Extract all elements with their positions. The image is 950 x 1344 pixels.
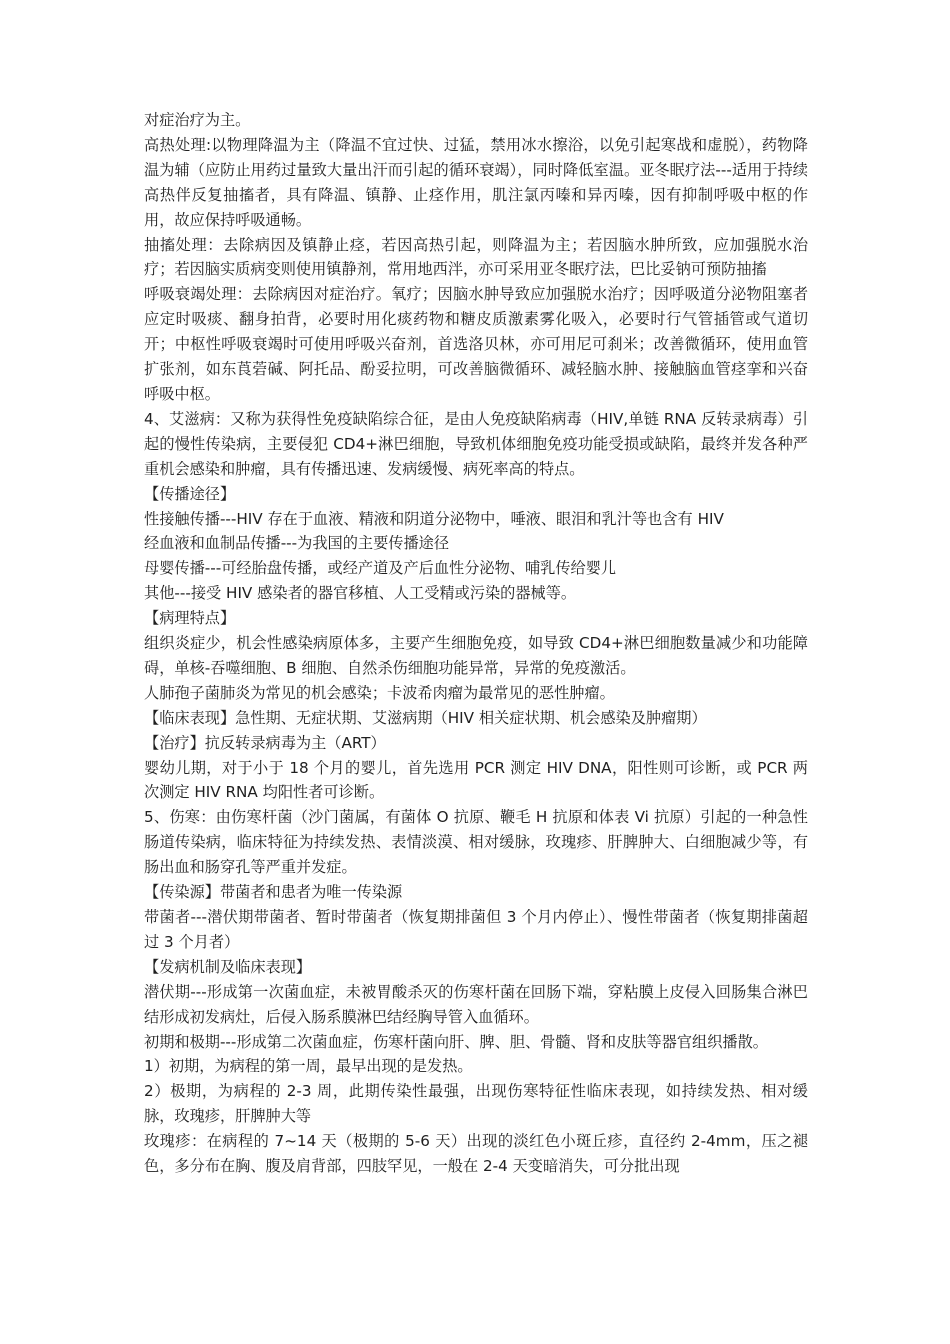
paragraph-sexual-transmission: 性接触传播---HIV 存在于血液、精液和阴道分泌物中，唾液、眼泪和乳汁等也含有 HIV <box>144 509 724 528</box>
paragraph-treatment: 【治疗】抗反转录病毒为主（ART） <box>144 733 386 752</box>
paragraph-blood-transmission: 经血液和血制品传播---为我国的主要传播途径 <box>144 534 450 553</box>
paragraph-source-of-infection: 【传染源】带菌者和患者为唯一传染源 <box>144 883 403 902</box>
paragraph-convulsion: 抽搐处理：去除病因及镇静止痉，若因高热引起，则降温为主；若因脑水肿所致，应加强脱水治疗；若因脑实质病变则使用镇静剂，常用地西泮，亦可采用亚冬眠疗法，巴比妥钠可预防抽搐 <box>144 235 808 279</box>
paragraph-respiratory-failure: 呼吸衰竭处理：去除病因对症治疗。氧疗；因脑水肿导致应加强脱水治疗；因呼吸道分泌物阻塞者应定时吸痰、翻身拍背，必要时用化痰药物和糖皮质激素雾化吸入，必要时行气管插管或气道切开；中枢性呼吸衰竭时可使用呼吸兴奋剂，首选洛贝林，亦可用尼可刹米；改善微循环，使用血管扩张剂，如东莨菪碱、阿托品、酚妥拉明，可改善脑微循环、减轻脑水肿、接触脑血管痉挛和兴奋呼吸中枢。 <box>144 285 808 403</box>
paragraph-rose-spots: 玫瑰疹：在病程的 7~14 天（极期的 5-6 天）出现的淡红色小斑丘疹，直径约 2-4mm，压之褪色，多分布在胸、腹及肩背部，四肢罕见，一般在 2-4 天变暗消失，可分批出现 <box>144 1132 808 1176</box>
paragraph-clinical-manifestation: 【临床表现】急性期、无症状期、艾滋病期（HIV 相关症状期、机会感染及肿瘤期） <box>144 708 707 727</box>
paragraph-carriers: 带菌者---潜伏期带菌者、暂时带菌者（恢复期排菌但 3 个月内停止）、慢性带菌者（恢复期排菌超过 3 个月者） <box>144 908 808 951</box>
document-page <box>144 108 808 1179</box>
paragraph-high-fever: 高热处理:以物理降温为主（降温不宜过快、过猛，禁用冰水擦浴，以免引起寒战和虚脱），药物降温为辅（应防止用药过量致大量出汗而引起的循环衰竭），同时降低室温。亚冬眠疗法---适用于持续高热伴反复抽搐者，具有降温、镇静、止痉作用，肌注氯丙嗪和异丙嗪，因有抑制呼吸中枢的作用，故应保持呼吸通畅。 <box>144 135 808 229</box>
paragraph-opportunistic-infection: 人肺孢子菌肺炎为常见的机会感染；卡波希肉瘤为最常见的恶性肿瘤。 <box>144 683 615 702</box>
paragraph-other-transmission: 其他---接受 HIV 感染者的器官移植、人工受精或污染的器械等。 <box>144 584 577 603</box>
paragraph-pathology: 组织炎症少，机会性感染病原体多，主要产生细胞免疫，如导致 CD4+淋巴细胞数量减少和功能障碍，单核-吞噬细胞、B 细胞、自然杀伤细胞功能异常，异常的免疫激活。 <box>144 634 808 677</box>
paragraph-infant-diagnosis: 婴幼儿期，对于小于 18 个月的婴儿，首先选用 PCR 测定 HIV DNA，阳性则可诊断，或 PCR 两次测定 HIV RNA 均阳性者可诊断。 <box>144 758 808 802</box>
section-heading-pathology: 【病理特点】 <box>144 609 236 628</box>
section-heading-transmission: 【传播途径】 <box>144 484 236 503</box>
paragraph-initial-peak-period: 初期和极期---形成第二次菌血症，伤寒杆菌向肝、脾、胆、骨髓、肾和皮肤等器官组织播散。 <box>144 1032 768 1051</box>
paragraph-mother-infant-transmission: 母婴传播---可经胎盘传播，或经产道及产后血性分泌物、哺乳传给婴儿 <box>144 559 617 578</box>
paragraph-aids-definition: 4、艾滋病：又称为获得性免疫缺陷综合征，是由人免疫缺陷病毒（HIV,单链 RNA 反转录病毒）引起的慢性传染病，主要侵犯 CD4+淋巴细胞，导致机体细胞免疫功能受损或缺陷，最终并发各种严重机会感染和肿瘤，具有传播迅速、发病缓慢、病死率高的特点。 <box>144 409 808 478</box>
paragraph-incubation-period: 潜伏期---形成第一次菌血症，未被胃酸杀灭的伤寒杆菌在回肠下端，穿粘膜上皮侵入回肠集合淋巴结形成初发病灶，后侵入肠系膜淋巴结经胸导管入血循环。 <box>144 982 808 1026</box>
section-heading-pathogenesis: 【发病机制及临床表现】 <box>144 957 312 976</box>
paragraph-symptomatic: 对症治疗为主。 <box>144 111 251 129</box>
paragraph-typhoid-definition: 5、伤寒：由伤寒杆菌（沙门菌属，有菌体 O 抗原、鞭毛 H 抗原和体表 Vi 抗原）引起的一种急性肠道传染病，临床特征为持续发热、表情淡漠、相对缓脉，玫瑰疹、肝脾肿大、白细胞减少等，有肠出血和肠穿孔等严重并发症。 <box>144 808 808 877</box>
paragraph-peak-stage: 2）极期，为病程的 2-3 周，此期传染性最强，出现伤寒特征性临床表现，如持续发热、相对缓脉，玫瑰疹，肝脾肿大等 <box>144 1082 808 1126</box>
paragraph-initial-stage: 1）初期，为病程的第一周，最早出现的是发热。 <box>144 1057 473 1076</box>
